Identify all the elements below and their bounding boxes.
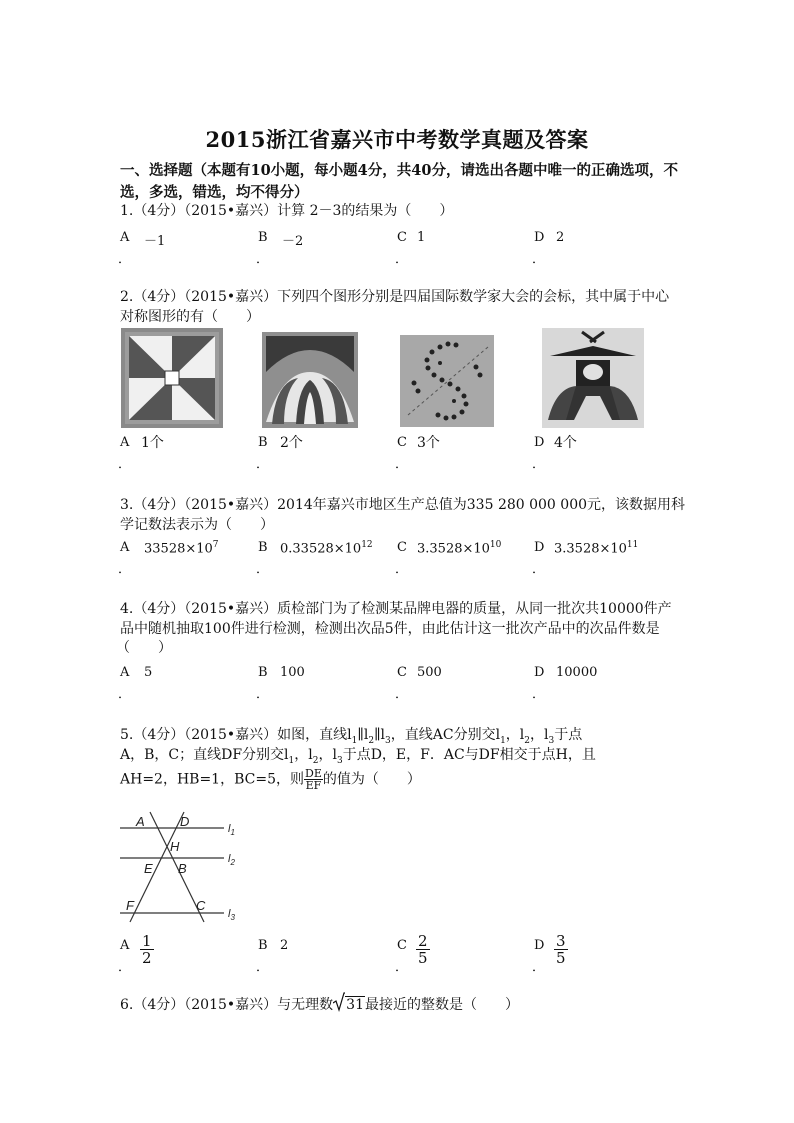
line-label-l3: [228, 908, 235, 922]
subscript: 2: [368, 735, 375, 746]
option-letter: C: [397, 938, 407, 953]
point-label-e: E: [144, 861, 153, 876]
option-dot: ．: [118, 562, 132, 577]
option-text: 1个: [141, 435, 164, 451]
option-dot: ．: [256, 252, 270, 267]
subscript: 3: [548, 735, 555, 746]
stem-text: ，l: [294, 747, 313, 763]
option-base: 33528×10: [144, 541, 213, 557]
option-letter: B: [258, 938, 268, 953]
stem-text: 的值为（ ）: [322, 771, 421, 788]
option-letter: B: [258, 665, 268, 680]
ratio-denominator: EF: [305, 779, 322, 792]
option-letter: D: [534, 435, 545, 450]
subscript: 1: [500, 735, 506, 746]
option-text: 100: [280, 665, 305, 680]
point-label-f: F: [126, 898, 134, 913]
stem-text: 于点D，E，F．AC与DF相交于点H，且: [342, 747, 596, 763]
parallel-lines-figure: [116, 810, 246, 925]
option-dot: ．: [256, 687, 270, 702]
fraction-denominator: 5: [418, 949, 428, 967]
line-index: 1: [230, 828, 235, 837]
option-text: [554, 540, 638, 556]
fraction-denominator: 5: [556, 949, 566, 967]
option-base: 3.3528×10: [417, 541, 490, 557]
option-letter: D: [534, 540, 545, 555]
option-letter: B: [258, 540, 268, 555]
option-dot: ．: [118, 960, 132, 975]
stem-text: ，直线AC分别交l: [390, 727, 501, 743]
option-text: －1: [144, 234, 166, 249]
line-letter: l: [228, 823, 231, 835]
option-dot: ．: [532, 687, 546, 702]
option-letter: C: [397, 435, 407, 450]
dotted-s-logo-figure: [400, 335, 494, 427]
stem-text: 6.（4分）（2015•嘉兴）与无理数: [120, 997, 334, 1013]
point-label-c: C: [196, 898, 206, 913]
question-3-stem-line2: 学记数法表示为（ ）: [120, 517, 274, 533]
option-letter: A: [120, 230, 130, 245]
pinwheel-logo-figure: [121, 328, 223, 428]
stem-text: ，l: [505, 727, 525, 743]
subscript: 1: [351, 735, 358, 746]
section-heading: 一、选择题（本题有10小题，每小题4分，共40分，请选出各题中唯一的正确选项，不选，多选，错选，均不得分）: [120, 162, 678, 201]
square-root: [333, 994, 365, 1016]
option-dot: ．: [118, 252, 132, 267]
option-dot: ．: [395, 252, 409, 267]
option-letter: C: [397, 540, 407, 555]
fan-logo-figure: [262, 332, 358, 428]
option-letter: A: [120, 435, 130, 450]
option-dot: ．: [395, 960, 409, 975]
point-label-a: A: [136, 814, 145, 829]
option-letter: B: [258, 435, 268, 450]
option-dot: ．: [256, 960, 270, 975]
line-label-l2: [228, 853, 235, 867]
question-4-stem-line3: （ ）: [116, 640, 172, 656]
fraction-numerator: 3: [556, 932, 566, 950]
option-dot: ．: [118, 687, 132, 702]
option-letter: A: [120, 540, 130, 555]
option-exponent: 12: [361, 540, 373, 550]
option-text: 500: [417, 665, 442, 680]
line-index: 3: [230, 913, 235, 922]
stem-text: A，B，C；直线DF分别交l: [120, 747, 289, 763]
option-letter: D: [534, 230, 545, 245]
option-letter: A: [120, 665, 130, 680]
subscript: 2: [524, 735, 531, 746]
figure-logo-figure: [542, 328, 644, 428]
option-text: 4个: [554, 435, 577, 451]
subscript: 3: [336, 755, 343, 766]
option-text: 10000: [556, 665, 598, 680]
option-exponent: 7: [212, 540, 219, 550]
question-2-stem-line1: 2.（4分）（2015•嘉兴）下列四个图形分别是四届国际数学家大会的会标，其中属于中心: [120, 289, 670, 305]
option-fraction: [140, 933, 154, 966]
stem-text: 最接近的整数是（ ）: [364, 997, 519, 1013]
line-letter: l: [228, 908, 231, 920]
subscript: 2: [312, 755, 319, 766]
stem-text: 5.（4分）（2015•嘉兴）如图，直线l: [120, 727, 352, 743]
option-text: 3个: [417, 435, 440, 451]
option-fraction: [416, 933, 430, 966]
point-label-d: D: [180, 814, 190, 829]
option-dot: ．: [532, 562, 546, 577]
option-dot: ．: [395, 562, 409, 577]
stem-text: 于点: [554, 727, 583, 743]
option-text: [417, 540, 501, 556]
point-label-h: H: [170, 839, 180, 854]
radicand: 31: [346, 997, 364, 1013]
fraction-numerator: 2: [418, 932, 428, 950]
stem-text: ∥l: [374, 727, 386, 743]
option-text: 1: [417, 230, 426, 245]
point-label-b: B: [178, 861, 187, 876]
option-dot: ．: [118, 457, 132, 472]
fraction-denominator: 2: [142, 949, 152, 967]
stem-text: AH=2，HB=1，BC=5，则: [120, 771, 304, 788]
subscript: 3: [385, 735, 391, 746]
option-letter: A: [120, 938, 130, 953]
stem-text: ，l: [318, 747, 337, 763]
radical-sign-icon: [333, 992, 345, 1012]
option-text: [144, 540, 219, 556]
page-title: 2015浙江省嘉兴市中考数学真题及答案: [205, 127, 589, 152]
option-dot: ．: [256, 562, 270, 577]
option-text: 2: [556, 230, 565, 245]
option-dot: ．: [395, 457, 409, 472]
option-text: 5: [144, 665, 153, 680]
option-dot: ．: [256, 457, 270, 472]
subscript: 1: [288, 755, 295, 766]
option-letter: C: [397, 665, 407, 680]
option-letter: C: [397, 230, 407, 245]
option-letter: B: [258, 230, 268, 245]
option-text: [280, 540, 373, 556]
option-fraction: [554, 933, 568, 966]
option-dot: ．: [532, 252, 546, 267]
stem-text: ，l: [530, 727, 549, 743]
question-4-stem-line1: 4.（4分）（2015•嘉兴）质检部门为了检测某品牌电器的质量，从同一批次共10000件产: [120, 601, 672, 617]
option-text: －2: [282, 234, 304, 249]
option-dot: ．: [532, 457, 546, 472]
option-dot: ．: [395, 687, 409, 702]
ratio-fraction: [304, 768, 323, 791]
ratio-numerator: DE: [305, 767, 322, 780]
option-text: 2: [280, 938, 289, 953]
option-letter: D: [534, 938, 545, 953]
question-4-stem-line2: 品中随机抽取100件进行检测，检测出次品5件，由此估计这一批次产品中的次品件数是: [120, 621, 660, 637]
option-base: 0.33528×10: [280, 541, 362, 557]
stem-text: ∥l: [357, 727, 369, 743]
line-index: 2: [230, 858, 235, 867]
question-2-stem-line2: 对称图形的有（ ）: [120, 309, 260, 325]
option-dot: ．: [532, 960, 546, 975]
option-exponent: 10: [489, 540, 502, 550]
question-5-stem-line3: [120, 768, 421, 791]
question-1-stem: 1.（4分）（2015•嘉兴）计算 2－3的结果为（ ）: [120, 203, 454, 219]
fraction-numerator: 1: [142, 932, 152, 950]
option-text: 2个: [280, 435, 303, 451]
question-6-stem: [120, 994, 519, 1016]
line-label-l1: [228, 823, 235, 837]
option-exponent: 11: [626, 540, 639, 550]
option-base: 3.3528×10: [554, 541, 627, 557]
line-letter: l: [228, 853, 231, 865]
question-3-stem-line1: 3.（4分）（2015•嘉兴）2014年嘉兴市地区生产总值为335 280 000 000元，该数据用科: [120, 497, 686, 513]
option-letter: D: [534, 665, 545, 680]
